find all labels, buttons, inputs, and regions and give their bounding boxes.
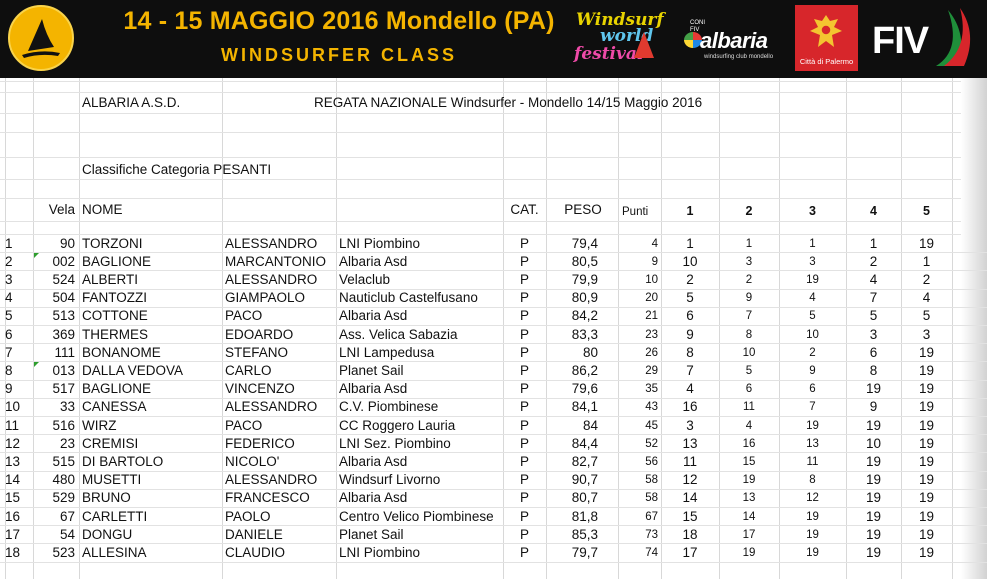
cell-race3: 11 <box>806 455 819 468</box>
cell-race5: 19 <box>918 508 935 524</box>
cell-race3: 19 <box>806 273 819 286</box>
cell-race1: 18 <box>682 526 698 542</box>
cell-points: 58 <box>645 474 658 487</box>
cell-race3: 7 <box>809 401 816 414</box>
cell-points: 52 <box>645 437 658 450</box>
cell-first-name: NICOLO' <box>225 453 280 469</box>
cell-first-name: FEDERICO <box>225 435 295 451</box>
cell-weight: 79,4 <box>571 235 598 251</box>
col-header-race5: 5 <box>923 204 930 218</box>
cell-category: P <box>519 399 529 415</box>
cell-sail-number: 513 <box>52 308 75 324</box>
cell-category: P <box>519 235 529 251</box>
cell-race2: 13 <box>742 492 756 505</box>
cell-club: CC Roggero Lauria <box>339 417 456 433</box>
cell-race5: 19 <box>918 544 935 560</box>
cell-weight: 80 <box>582 344 598 360</box>
cell-race4: 1 <box>869 235 878 251</box>
cell-race4: 5 <box>869 308 878 324</box>
cell-points: 45 <box>645 419 658 432</box>
event-banner <box>0 0 987 78</box>
palermo-caption: Città di Palermo <box>799 57 854 66</box>
cell-points: 67 <box>645 510 658 523</box>
cell-points: 58 <box>645 492 658 505</box>
cell-race1: 6 <box>686 308 694 324</box>
cell-sail-number: 517 <box>52 381 75 397</box>
cell-weight: 81,8 <box>571 508 598 524</box>
cell-points: 35 <box>645 383 658 396</box>
cell-sail-number: 23 <box>59 435 75 451</box>
cell-race1: 12 <box>682 472 698 488</box>
cell-race1: 5 <box>686 290 694 306</box>
cell-race4: 19 <box>865 472 882 488</box>
cell-race2: 5 <box>745 364 753 377</box>
cell-weight: 84,2 <box>571 308 598 324</box>
cell-category: P <box>519 271 529 287</box>
cell-position: 11 <box>5 417 20 433</box>
cell-position: 10 <box>5 399 21 415</box>
cell-points: 10 <box>645 273 658 286</box>
cell-race4: 9 <box>869 399 878 415</box>
cell-club: LNI Lampedusa <box>339 344 435 360</box>
cell-race2: 7 <box>745 310 753 323</box>
cell-points: 9 <box>651 255 658 268</box>
cell-sail-number: 54 <box>59 526 75 542</box>
cell-first-name: MARCANTONIO <box>225 253 327 269</box>
cell-surname: BRUNO <box>82 490 131 506</box>
cell-position: 18 <box>5 544 21 560</box>
cell-position: 17 <box>5 526 21 542</box>
cell-race2: 4 <box>745 419 753 432</box>
cell-sail-number: 002 <box>52 253 75 269</box>
cell-club: LNI Piombino <box>339 235 421 251</box>
cell-race1: 9 <box>686 326 694 342</box>
cell-race2: 19 <box>742 474 756 487</box>
cell-race1: 10 <box>682 253 698 269</box>
cell-sail-number: 524 <box>52 271 75 287</box>
col-header-vela: Vela <box>48 202 75 217</box>
cell-club: Nauticlub Castelfusano <box>339 290 478 306</box>
cell-race1: 7 <box>686 362 694 378</box>
cell-sail-number: 480 <box>52 472 75 488</box>
cell-first-name: PAOLO <box>225 508 271 524</box>
cell-race1: 17 <box>682 544 698 560</box>
cell-race5: 19 <box>918 435 935 451</box>
cell-race2: 3 <box>745 255 753 268</box>
col-header-cat: CAT. <box>510 202 539 217</box>
cell-category: P <box>519 362 529 378</box>
cell-first-name: DANIELE <box>225 526 283 542</box>
cell-points: 26 <box>645 346 658 359</box>
cell-category: P <box>519 472 529 488</box>
cell-surname: BONANOME <box>82 344 161 360</box>
event-subtitle: WINDSURFER CLASS <box>221 45 457 65</box>
cell-position: 5 <box>5 308 13 324</box>
cell-race4: 10 <box>865 435 882 451</box>
cell-category: P <box>519 326 529 342</box>
cell-weight: 85,3 <box>571 526 598 542</box>
albaria-prefix: CONI FIV <box>690 20 705 33</box>
cell-first-name: CARLO <box>225 362 272 378</box>
cell-position: 15 <box>5 490 21 506</box>
col-header-race4: 4 <box>870 204 877 218</box>
cell-race4: 7 <box>869 290 878 306</box>
cell-surname: ALBERTI <box>82 271 139 287</box>
cell-race2: 8 <box>745 328 753 341</box>
cell-race2: 9 <box>745 292 753 305</box>
cell-position: 2 <box>5 253 13 269</box>
cell-race1: 8 <box>686 344 694 360</box>
cell-race5: 19 <box>918 417 935 433</box>
event-title: 14 - 15 MAGGIO 2016 Mondello (PA) <box>123 7 555 35</box>
cell-points: 23 <box>645 328 658 341</box>
cell-first-name: ALESSANDRO <box>225 271 318 287</box>
cell-position: 7 <box>5 344 13 360</box>
cell-race1: 11 <box>682 453 697 469</box>
cell-weight: 86,2 <box>571 362 598 378</box>
cell-race5: 4 <box>922 290 931 306</box>
cell-race5: 1 <box>922 253 931 269</box>
cell-points: 43 <box>645 401 658 414</box>
fiv-text: FIV <box>872 20 929 62</box>
cell-sail-number: 529 <box>52 490 75 506</box>
cell-surname: TORZONI <box>82 235 143 251</box>
cell-weight: 79,6 <box>571 381 598 397</box>
cell-first-name: PACO <box>225 308 263 324</box>
cell-race5: 19 <box>918 472 935 488</box>
cell-race3: 19 <box>806 546 819 559</box>
cell-club: Albaria Asd <box>339 253 408 269</box>
citta-di-palermo-logo <box>795 5 858 71</box>
cell-race5: 19 <box>918 399 935 415</box>
cell-position: 14 <box>5 472 21 488</box>
cell-first-name: STEFANO <box>225 344 289 360</box>
cell-surname: DALLA VEDOVA <box>82 362 184 378</box>
cell-race2: 15 <box>742 455 756 468</box>
cell-category: P <box>519 344 529 360</box>
cell-race3: 4 <box>809 292 816 305</box>
cell-race2: 11 <box>743 401 755 414</box>
cell-sail-number: 516 <box>52 417 75 433</box>
cell-race1: 16 <box>682 399 698 415</box>
cell-weight: 80,9 <box>571 290 598 306</box>
cell-surname: CREMISI <box>82 435 139 451</box>
cell-race3: 1 <box>809 237 816 250</box>
cell-first-name: ALESSANDRO <box>225 472 318 488</box>
col-header-race3: 3 <box>809 204 816 218</box>
cell-position: 1 <box>5 235 13 251</box>
cell-weight: 84,4 <box>571 435 598 451</box>
cell-race5: 19 <box>918 490 935 506</box>
cell-surname: BAGLIONE <box>82 381 152 397</box>
cell-race4: 19 <box>865 453 882 469</box>
cell-weight: 82,7 <box>571 453 598 469</box>
cell-category: P <box>519 308 529 324</box>
cell-race2: 17 <box>742 528 756 541</box>
cell-race4: 19 <box>865 508 882 524</box>
cell-club: Albaria Asd <box>339 381 408 397</box>
albaria-logo <box>682 14 782 68</box>
cell-race2: 10 <box>742 346 756 359</box>
cell-race5: 19 <box>918 453 935 469</box>
cell-race3: 8 <box>809 474 816 487</box>
cell-race3: 5 <box>809 310 816 323</box>
cell-race5: 19 <box>918 526 935 542</box>
cell-race2: 14 <box>742 510 756 523</box>
cell-race4: 3 <box>869 326 878 342</box>
cell-race3: 10 <box>806 328 819 341</box>
cell-sail-number: 67 <box>59 508 75 524</box>
cell-race3: 19 <box>806 510 819 523</box>
cell-race1: 15 <box>682 508 698 524</box>
cell-club: LNI Sez. Piombino <box>339 435 451 451</box>
cell-race4: 8 <box>869 362 878 378</box>
cell-sail-number: 504 <box>52 290 75 306</box>
cell-race5: 3 <box>922 326 931 342</box>
cell-first-name: EDOARDO <box>225 326 294 342</box>
cell-club: C.V. Piombinese <box>339 399 439 415</box>
cell-race3: 19 <box>806 528 819 541</box>
cell-points: 20 <box>645 292 658 305</box>
cell-category: P <box>519 526 529 542</box>
cell-race1: 1 <box>686 235 694 251</box>
cell-weight: 80,7 <box>571 490 598 506</box>
cell-sail-number: 111 <box>54 344 75 360</box>
windsurfer-sail-icon <box>10 7 72 69</box>
category-title: Classifiche Categoria PESANTI <box>82 162 272 177</box>
cell-race5: 19 <box>918 381 935 397</box>
cell-category: P <box>519 435 529 451</box>
cell-race1: 14 <box>682 490 698 506</box>
cell-race3: 3 <box>809 255 816 268</box>
cell-surname: MUSETTI <box>82 472 142 488</box>
cell-category: P <box>519 544 529 560</box>
cell-surname: CANESSA <box>82 399 147 415</box>
cell-category: P <box>519 381 529 397</box>
cell-position: 12 <box>5 435 21 451</box>
cell-club: Ass. Velica Sabazia <box>339 326 458 342</box>
cell-first-name: PACO <box>225 417 263 433</box>
cell-club: Planet Sail <box>339 362 404 378</box>
cell-first-name: ALESSANDRO <box>225 399 318 415</box>
cell-position: 4 <box>5 290 13 306</box>
cell-race3: 13 <box>806 437 819 450</box>
cell-position: 13 <box>5 453 21 469</box>
cell-weight: 90,7 <box>571 472 598 488</box>
cell-points: 73 <box>645 528 658 541</box>
cell-surname: FANTOZZI <box>82 290 148 306</box>
cell-race2: 1 <box>745 237 753 250</box>
club-name: ALBARIA A.S.D. <box>82 95 181 110</box>
cell-race1: 13 <box>682 435 698 451</box>
cell-category: P <box>519 453 529 469</box>
cell-first-name: CLAUDIO <box>225 544 286 560</box>
col-header-race2: 2 <box>745 204 753 218</box>
col-header-peso: PESO <box>564 202 602 217</box>
cell-race2: 16 <box>742 437 756 450</box>
cell-club: Planet Sail <box>339 526 404 542</box>
cell-race5: 19 <box>918 344 935 360</box>
cell-first-name: GIAMPAOLO <box>225 290 306 306</box>
cell-race5: 2 <box>922 271 931 287</box>
festival-logo-line2: world <box>600 26 654 46</box>
cell-club: Centro Velico Piombinese <box>339 508 494 524</box>
cell-race4: 2 <box>869 253 878 269</box>
cell-points: 21 <box>645 310 658 323</box>
cell-first-name: FRANCESCO <box>225 490 310 506</box>
cell-surname: COTTONE <box>82 308 148 324</box>
cell-race3: 6 <box>809 383 816 396</box>
cell-weight: 84,1 <box>571 399 598 415</box>
cell-first-name: ALESSANDRO <box>225 235 318 251</box>
cell-race5: 5 <box>922 308 931 324</box>
cell-category: P <box>519 253 529 269</box>
cell-points: 4 <box>651 237 658 250</box>
cell-race3: 9 <box>809 364 816 377</box>
albaria-tagline: windsurfing club mondello <box>704 54 774 60</box>
cell-category: P <box>519 490 529 506</box>
col-header-punti: Punti <box>622 206 649 218</box>
cell-race4: 19 <box>865 381 882 397</box>
cell-weight: 83,3 <box>571 326 598 342</box>
cell-race2: 19 <box>742 546 756 559</box>
cell-club: Albaria Asd <box>339 453 408 469</box>
cell-race5: 19 <box>918 362 935 378</box>
festival-logo-line1: Windsurf <box>576 10 664 30</box>
cell-position: 8 <box>5 362 13 378</box>
cell-category: P <box>519 290 529 306</box>
cell-club: LNI Piombino <box>339 544 421 560</box>
cell-position: 16 <box>5 508 21 524</box>
cell-race5: 19 <box>918 235 935 251</box>
fiv-logo <box>866 4 986 74</box>
cell-sail-number: 369 <box>52 326 75 342</box>
cell-club: Albaria Asd <box>339 308 408 324</box>
cell-race3: 12 <box>806 492 819 505</box>
cell-surname: THERMES <box>82 326 149 342</box>
cell-surname: DI BARTOLO <box>82 453 164 469</box>
cell-category: P <box>519 417 529 433</box>
cell-position: 9 <box>5 381 13 397</box>
cell-sail-number: 523 <box>52 544 75 560</box>
cell-first-name: VINCENZO <box>225 381 295 397</box>
cell-surname: ALLESINA <box>82 544 147 560</box>
windsurfer-class-logo <box>8 5 74 71</box>
cell-category: P <box>519 508 529 524</box>
regatta-title: REGATA NAZIONALE Windsurfer - Mondello 14/15 Maggio 2016 <box>314 95 703 110</box>
cell-race4: 6 <box>869 344 878 360</box>
cell-points: 74 <box>645 546 658 559</box>
cell-position: 3 <box>5 271 13 287</box>
cell-surname: CARLETTI <box>82 508 148 524</box>
cell-comment-flag-icon <box>34 362 39 367</box>
cell-race2: 2 <box>745 273 753 286</box>
cell-race4: 19 <box>865 526 882 542</box>
sail-icon <box>634 32 654 58</box>
cell-club: Velaclub <box>339 271 391 287</box>
cell-surname: BAGLIONE <box>82 253 152 269</box>
cell-race1: 2 <box>686 271 694 287</box>
results-spreadsheet <box>0 78 987 579</box>
col-header-race1: 1 <box>686 204 694 218</box>
cell-points: 56 <box>645 455 658 468</box>
cell-race3: 19 <box>806 419 819 432</box>
cell-surname: DONGU <box>82 526 133 542</box>
festival-logo-line3: festival <box>574 44 644 64</box>
cell-comment-flag-icon <box>34 253 39 258</box>
cell-sail-number: 515 <box>52 453 75 469</box>
cell-race4: 19 <box>865 544 882 560</box>
cell-club: Albaria Asd <box>339 490 408 506</box>
cell-race4: 4 <box>869 271 878 287</box>
cell-weight: 79,9 <box>571 271 598 287</box>
cell-club: Windsurf Livorno <box>339 472 441 488</box>
cell-position: 6 <box>5 326 13 342</box>
cell-surname: WIRZ <box>82 417 117 433</box>
cell-weight: 80,5 <box>571 253 598 269</box>
cell-sail-number: 33 <box>59 399 75 415</box>
cell-weight: 84 <box>582 417 598 433</box>
cell-sail-number: 90 <box>59 235 75 251</box>
cell-points: 29 <box>645 364 658 377</box>
cell-sail-number: 013 <box>52 362 75 378</box>
cell-race2: 6 <box>745 383 753 396</box>
albaria-name: albaria <box>700 28 768 53</box>
eagle-crest-icon <box>808 11 845 55</box>
col-header-nome: NOME <box>82 202 123 217</box>
cell-weight: 79,7 <box>571 544 598 560</box>
cell-race1: 3 <box>686 417 694 433</box>
cell-race3: 2 <box>809 346 816 359</box>
cell-race4: 19 <box>865 417 882 433</box>
cell-race1: 4 <box>686 381 694 397</box>
cell-race4: 19 <box>865 490 882 506</box>
windsurf-world-festival-logo <box>570 10 670 70</box>
